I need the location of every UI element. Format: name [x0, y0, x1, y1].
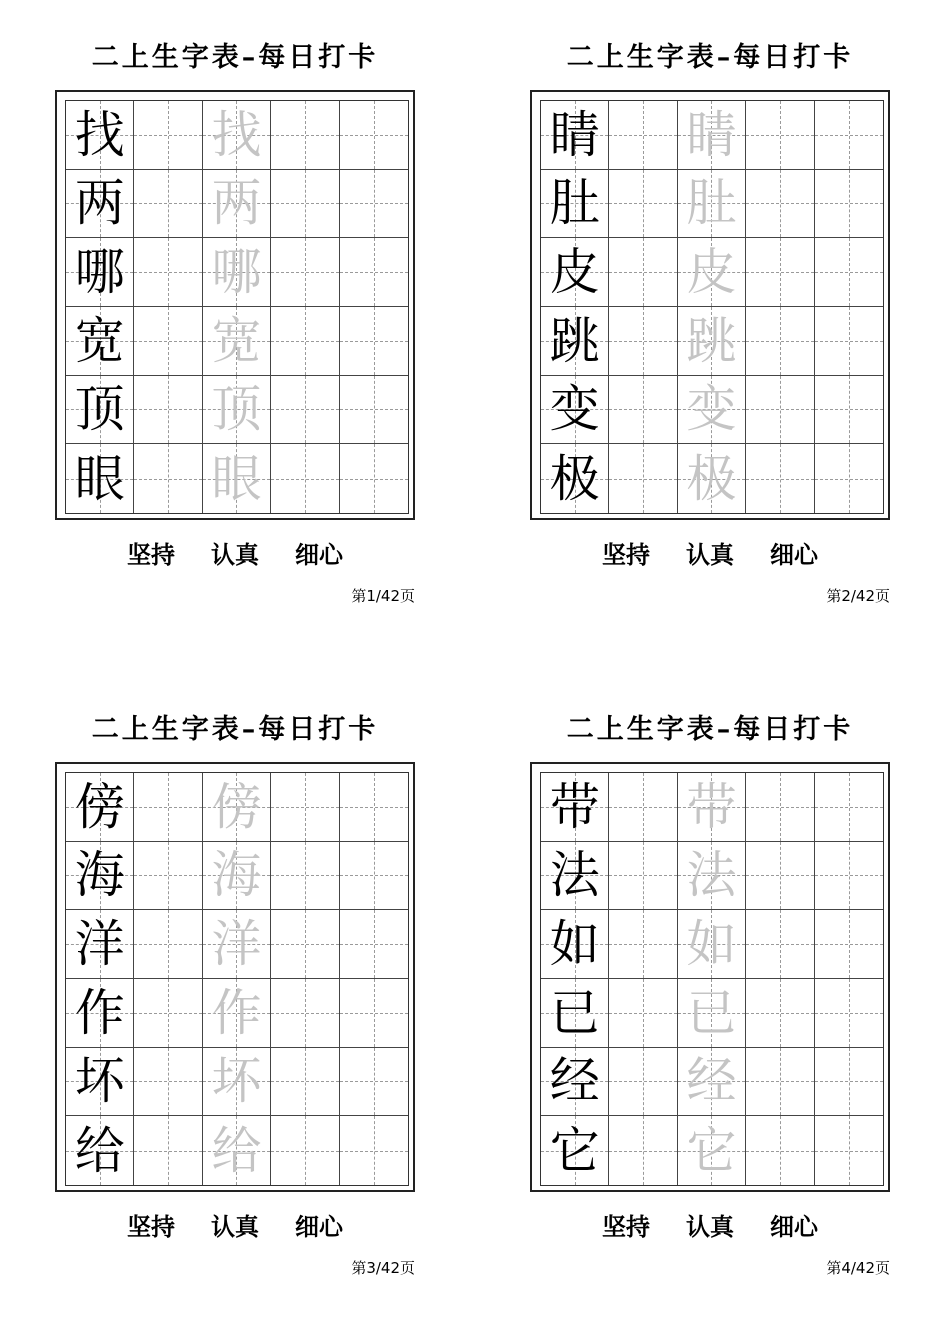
worksheet-page-3	[45, 672, 425, 1277]
page-number: 第3/42页	[351, 1259, 415, 1277]
grid-cell	[541, 444, 609, 513]
worksheet-page-4	[520, 672, 900, 1277]
grid-cell	[203, 1116, 271, 1185]
grid-cell	[609, 1048, 677, 1117]
grid-cell	[203, 170, 271, 239]
grid-cell	[271, 307, 339, 376]
grid-cell	[134, 170, 202, 239]
grid-cell	[271, 842, 339, 911]
grid-cell	[203, 101, 271, 170]
model-character: 法	[549, 846, 600, 905]
grid-cell	[271, 979, 339, 1048]
grid-cell	[340, 1116, 408, 1185]
grid-cell	[678, 238, 746, 307]
grid-cell	[678, 444, 746, 513]
grid-cell	[746, 238, 814, 307]
motto-earnest: 认真	[211, 1212, 259, 1241]
grid-cell	[678, 170, 746, 239]
grid-cell	[541, 170, 609, 239]
grid-cell	[541, 1116, 609, 1185]
grid-cell	[203, 307, 271, 376]
trace-character: 已	[686, 983, 737, 1042]
grid-cell	[134, 1116, 202, 1185]
grid-cell	[66, 101, 134, 170]
grid-cell	[66, 307, 134, 376]
model-character: 作	[74, 983, 125, 1042]
motto-persist: 坚持	[127, 540, 175, 569]
grid-cell	[271, 238, 339, 307]
practice-grid	[540, 100, 884, 514]
grid-cell	[609, 979, 677, 1048]
grid-cell	[66, 1116, 134, 1185]
grid-cell	[541, 376, 609, 445]
grid-cell	[66, 1048, 134, 1117]
motto-persist: 坚持	[127, 1212, 175, 1241]
practice-grid	[540, 772, 884, 1186]
grid-cell	[66, 842, 134, 911]
grid-cell	[134, 910, 202, 979]
practice-frame	[530, 762, 890, 1192]
grid-cell	[340, 444, 408, 513]
grid-cell	[609, 376, 677, 445]
motto	[45, 535, 425, 575]
model-character: 变	[549, 380, 600, 439]
grid-cell	[203, 238, 271, 307]
page-title: 二上生字表–每日打卡	[91, 42, 379, 73]
grid-cell	[541, 101, 609, 170]
grid-cell	[678, 910, 746, 979]
grid-cell	[66, 376, 134, 445]
grid-cell	[746, 444, 814, 513]
model-character: 已	[549, 983, 600, 1042]
grid-cell	[203, 842, 271, 911]
trace-character: 眼	[211, 449, 262, 508]
grid-cell	[678, 842, 746, 911]
grid-cell	[815, 842, 883, 911]
trace-character: 带	[686, 777, 737, 836]
model-character: 哪	[74, 243, 125, 302]
grid-cell	[340, 979, 408, 1048]
trace-character: 坏	[211, 1052, 262, 1111]
grid-cell	[746, 842, 814, 911]
page-number: 第4/42页	[826, 1259, 890, 1277]
grid-cell	[340, 101, 408, 170]
trace-character: 睛	[686, 105, 737, 164]
model-character: 宽	[74, 311, 125, 370]
motto-careful: 细心	[295, 540, 343, 569]
page-number: 第1/42页	[351, 587, 415, 605]
grid-cell	[609, 444, 677, 513]
grid-cell	[678, 307, 746, 376]
grid-cell	[609, 910, 677, 979]
grid-cell	[541, 1048, 609, 1117]
trace-character: 找	[211, 105, 262, 164]
model-character: 海	[74, 846, 125, 905]
grid-cell	[340, 376, 408, 445]
grid-cell	[678, 1048, 746, 1117]
grid-cell	[271, 444, 339, 513]
grid-cell	[340, 238, 408, 307]
practice-frame	[55, 90, 415, 520]
model-character: 跳	[549, 311, 600, 370]
grid-cell	[815, 101, 883, 170]
grid-cell	[340, 1048, 408, 1117]
worksheet-page-1	[45, 0, 425, 605]
practice-grid	[65, 100, 409, 514]
grid-cell	[134, 376, 202, 445]
grid-cell	[678, 101, 746, 170]
trace-character: 经	[686, 1052, 737, 1111]
grid-cell	[541, 842, 609, 911]
model-character: 给	[74, 1121, 125, 1180]
trace-character: 傍	[211, 777, 262, 836]
grid-cell	[541, 979, 609, 1048]
grid-cell	[203, 773, 271, 842]
grid-cell	[746, 376, 814, 445]
grid-cell	[66, 444, 134, 513]
model-character: 找	[74, 105, 125, 164]
trace-character: 它	[686, 1121, 737, 1180]
trace-character: 宽	[211, 311, 262, 370]
grid-cell	[134, 773, 202, 842]
motto-earnest: 认真	[686, 1212, 734, 1241]
grid-cell	[134, 307, 202, 376]
model-character: 皮	[549, 243, 600, 302]
model-character: 眼	[74, 449, 125, 508]
model-character: 睛	[549, 105, 600, 164]
motto-persist: 坚持	[602, 540, 650, 569]
grid-cell	[203, 1048, 271, 1117]
model-character: 顶	[74, 380, 125, 439]
grid-cell	[66, 773, 134, 842]
grid-cell	[541, 238, 609, 307]
grid-cell	[678, 376, 746, 445]
motto-earnest: 认真	[686, 540, 734, 569]
grid-cell	[66, 979, 134, 1048]
trace-character: 洋	[211, 915, 262, 974]
practice-frame	[530, 90, 890, 520]
grid-cell	[609, 307, 677, 376]
trace-character: 两	[211, 174, 262, 233]
page-number: 第2/42页	[826, 587, 890, 605]
grid-cell	[340, 170, 408, 239]
grid-cell	[815, 773, 883, 842]
grid-cell	[815, 910, 883, 979]
page-title: 二上生字表–每日打卡	[566, 42, 854, 73]
grid-cell	[134, 101, 202, 170]
trace-character: 如	[686, 915, 737, 974]
trace-character: 皮	[686, 243, 737, 302]
grid-cell	[678, 1116, 746, 1185]
trace-character: 法	[686, 846, 737, 905]
grid-cell	[134, 842, 202, 911]
motto	[520, 1207, 900, 1247]
grid-cell	[66, 170, 134, 239]
motto-persist: 坚持	[602, 1212, 650, 1241]
grid-cell	[271, 170, 339, 239]
grid-cell	[271, 101, 339, 170]
model-character: 肚	[549, 174, 600, 233]
grid-cell	[203, 910, 271, 979]
grid-cell	[609, 238, 677, 307]
grid-cell	[203, 444, 271, 513]
grid-cell	[541, 773, 609, 842]
trace-character: 顶	[211, 380, 262, 439]
trace-character: 极	[686, 449, 737, 508]
grid-cell	[340, 910, 408, 979]
grid-cell	[746, 101, 814, 170]
trace-character: 跳	[686, 311, 737, 370]
model-character: 极	[549, 449, 600, 508]
grid-cell	[746, 307, 814, 376]
grid-cell	[815, 444, 883, 513]
practice-frame	[55, 762, 415, 1192]
grid-cell	[271, 376, 339, 445]
grid-cell	[678, 979, 746, 1048]
grid-cell	[271, 910, 339, 979]
grid-cell	[815, 170, 883, 239]
grid-cell	[815, 1116, 883, 1185]
motto-earnest: 认真	[211, 540, 259, 569]
grid-cell	[815, 307, 883, 376]
grid-cell	[134, 238, 202, 307]
model-character: 傍	[74, 777, 125, 836]
grid-cell	[203, 979, 271, 1048]
grid-cell	[609, 842, 677, 911]
grid-cell	[746, 979, 814, 1048]
grid-cell	[609, 101, 677, 170]
trace-character: 变	[686, 380, 737, 439]
model-character: 坏	[74, 1052, 125, 1111]
grid-cell	[746, 773, 814, 842]
grid-cell	[271, 773, 339, 842]
grid-cell	[746, 170, 814, 239]
grid-cell	[66, 910, 134, 979]
motto	[45, 1207, 425, 1247]
motto	[520, 535, 900, 575]
motto-careful: 细心	[295, 1212, 343, 1241]
page-title: 二上生字表–每日打卡	[91, 714, 379, 745]
grid-cell	[815, 238, 883, 307]
model-character: 洋	[74, 915, 125, 974]
trace-character: 海	[211, 846, 262, 905]
trace-character: 哪	[211, 243, 262, 302]
grid-cell	[340, 307, 408, 376]
grid-cell	[746, 1048, 814, 1117]
grid-cell	[134, 1048, 202, 1117]
grid-cell	[340, 773, 408, 842]
grid-cell	[134, 979, 202, 1048]
trace-character: 给	[211, 1121, 262, 1180]
grid-cell	[541, 307, 609, 376]
practice-grid	[65, 772, 409, 1186]
grid-cell	[203, 376, 271, 445]
worksheet-page-2	[520, 0, 900, 605]
model-character: 带	[549, 777, 600, 836]
model-character: 两	[74, 174, 125, 233]
grid-cell	[541, 910, 609, 979]
grid-cell	[678, 773, 746, 842]
grid-cell	[815, 376, 883, 445]
grid-cell	[815, 1048, 883, 1117]
model-character: 它	[549, 1121, 600, 1180]
grid-cell	[609, 170, 677, 239]
grid-cell	[746, 910, 814, 979]
trace-character: 肚	[686, 174, 737, 233]
grid-cell	[271, 1116, 339, 1185]
grid-cell	[134, 444, 202, 513]
grid-cell	[271, 1048, 339, 1117]
model-character: 经	[549, 1052, 600, 1111]
grid-cell	[340, 842, 408, 911]
trace-character: 作	[211, 983, 262, 1042]
grid-cell	[609, 1116, 677, 1185]
motto-careful: 细心	[770, 540, 818, 569]
grid-cell	[815, 979, 883, 1048]
page-title: 二上生字表–每日打卡	[566, 714, 854, 745]
grid-cell	[66, 238, 134, 307]
grid-cell	[746, 1116, 814, 1185]
grid-cell	[609, 773, 677, 842]
motto-careful: 细心	[770, 1212, 818, 1241]
model-character: 如	[549, 915, 600, 974]
